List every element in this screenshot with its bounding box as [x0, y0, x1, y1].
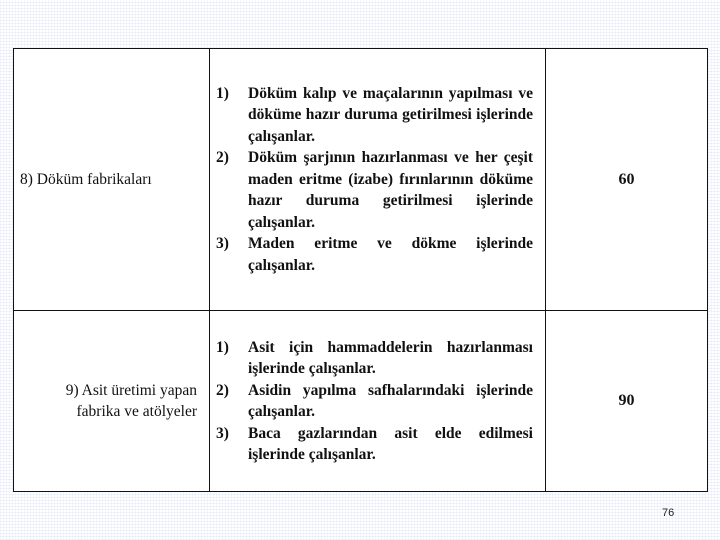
table-row-asit [14, 311, 708, 492]
job-number: 1) [216, 84, 229, 102]
workplace-name-cell [14, 49, 210, 311]
workplace-name-line: 9) Asit üretimi yapan [65, 381, 197, 399]
job-item [216, 83, 533, 148]
job-number: 3) [216, 424, 229, 442]
job-list [216, 337, 533, 466]
value-cell [546, 311, 708, 492]
workplace-name-cell [14, 311, 210, 492]
job-text: Asidin yapılma safhalarındaki işlerinde çalışanlar. [248, 381, 533, 420]
job-item [216, 337, 533, 380]
workplace-name-line: fabrika ve atölyeler [76, 403, 197, 420]
job-description-cell [210, 49, 546, 311]
job-item [216, 423, 533, 466]
job-text: Maden eritme ve dökme işlerinde çalışanlar. [248, 235, 533, 274]
job-number: 2) [216, 149, 229, 167]
job-item [216, 147, 533, 233]
page-number: 76 [662, 507, 675, 519]
job-text: Asit için hammaddelerin hazırlanması işlerinde çalışanlar. [248, 338, 533, 377]
job-number: 1) [216, 338, 229, 356]
value-cell [546, 49, 708, 311]
table-row-dokum [14, 49, 708, 311]
job-text: Döküm şarjının hazırlanması ve her çeşit maden eritme (izabe) fırınlarının döküme hazır duruma getirilmesi işlerinde çalışanlar. [248, 149, 533, 231]
workplace-name: 8) Döküm fabrikaları [20, 170, 152, 188]
value-text: 60 [618, 170, 635, 188]
value-text: 90 [618, 392, 635, 410]
job-description-cell [210, 311, 546, 492]
job-text: Baca gazlarından asit elde edilmesi işlerinde çalışanlar. [248, 424, 533, 463]
job-number: 2) [216, 381, 229, 399]
job-number: 3) [216, 235, 229, 253]
occupations-table [13, 48, 708, 492]
job-list [216, 83, 533, 277]
job-item [216, 233, 533, 276]
job-item [216, 380, 533, 423]
job-text: Döküm kalıp ve maçalarının yapılması ve döküme hazır duruma getirilmesi işlerinde çalışanlar. [248, 84, 533, 145]
